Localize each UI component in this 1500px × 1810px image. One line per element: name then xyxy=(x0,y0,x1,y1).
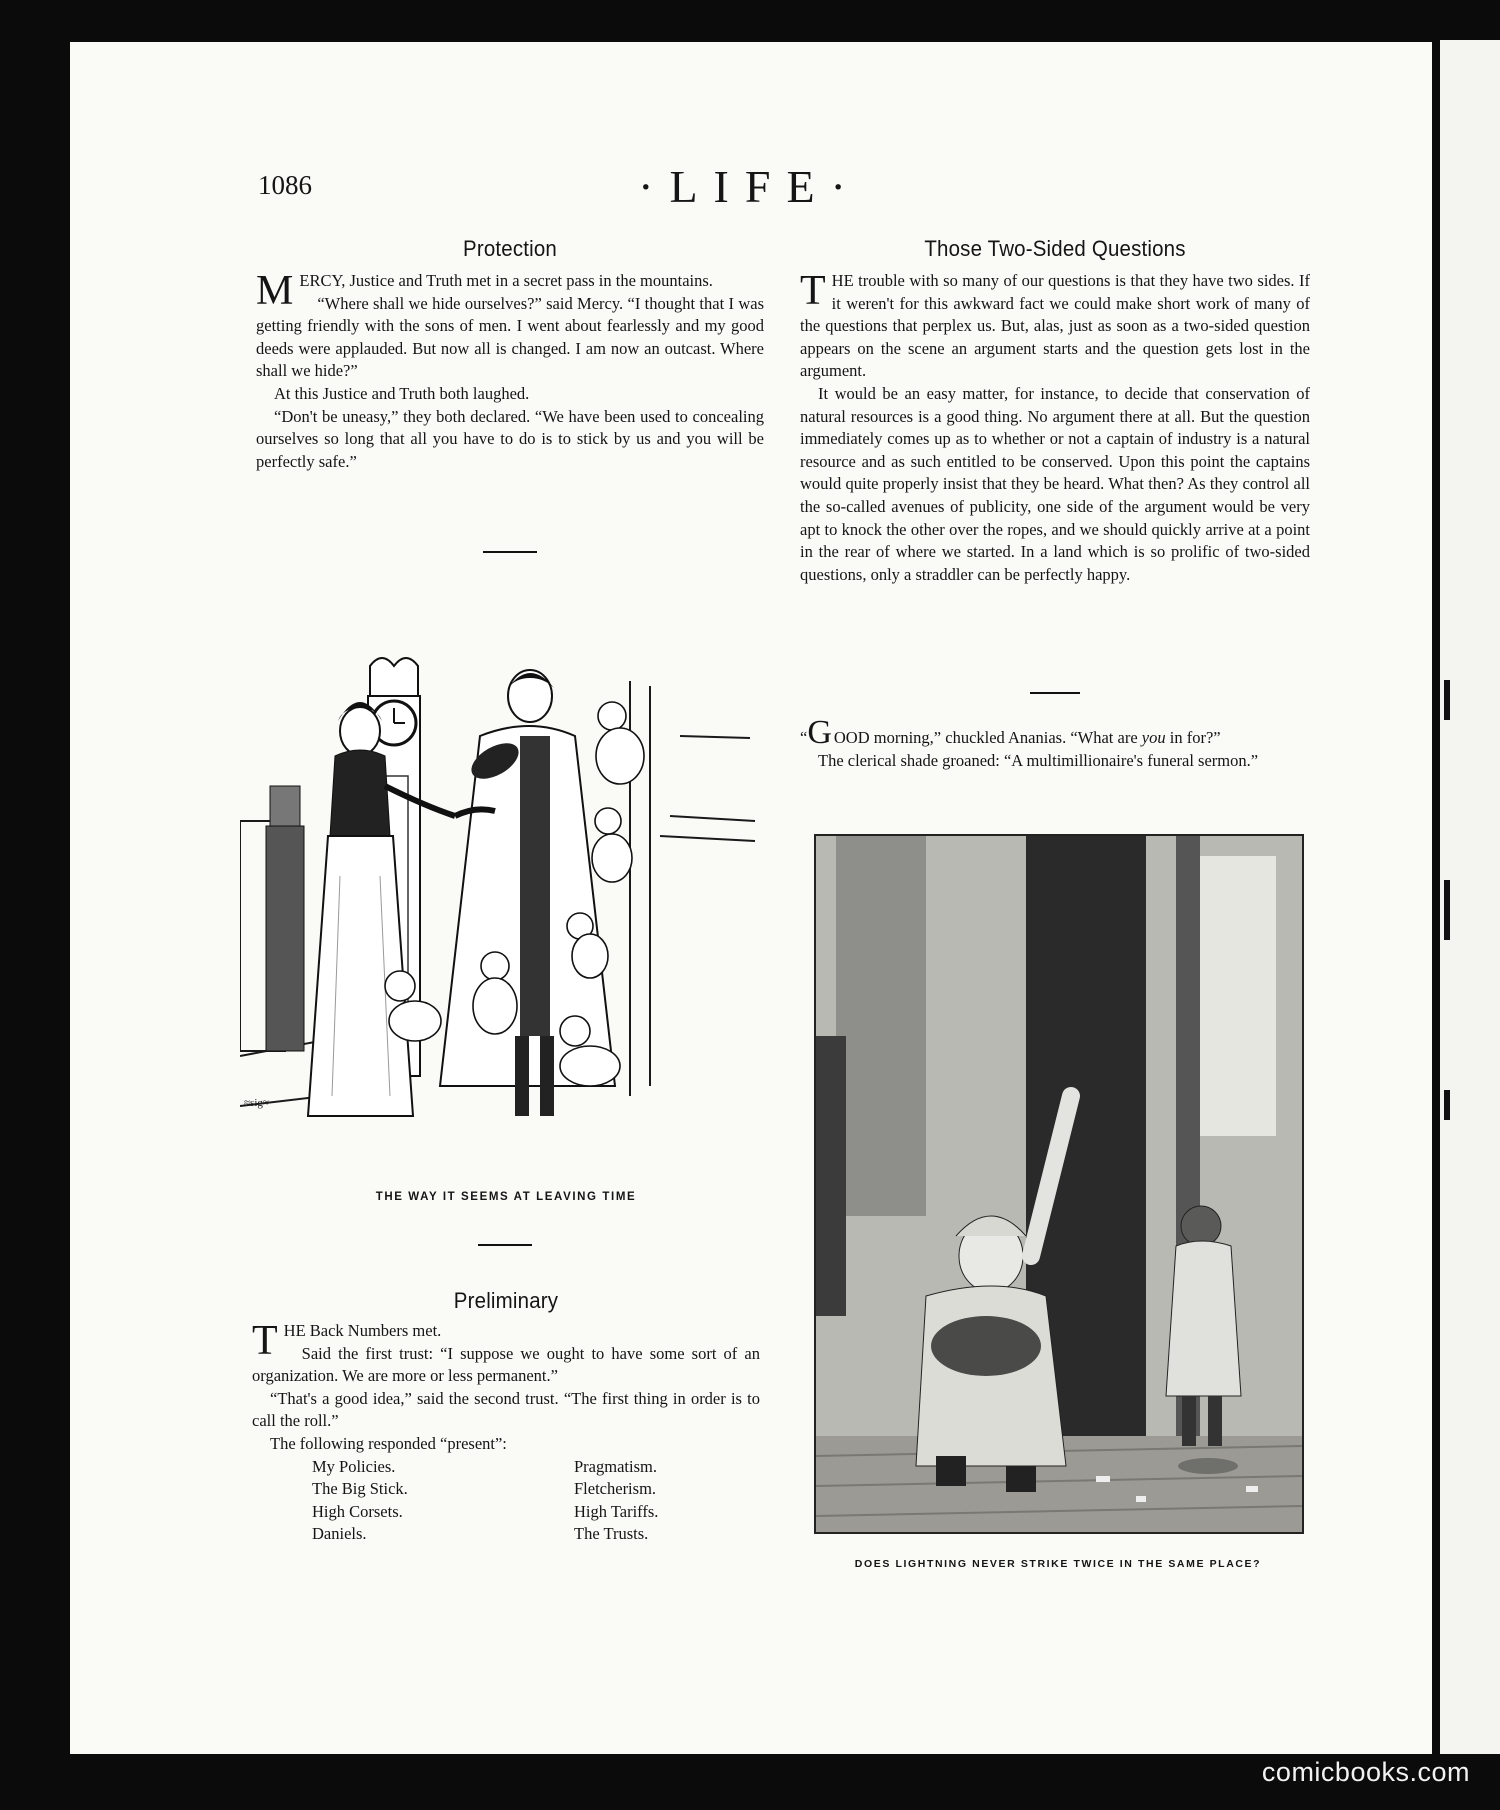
article-preliminary xyxy=(252,1288,760,1546)
article-title: Preliminary xyxy=(453,1288,559,1313)
article-body: MERCY, Justice and Truth met in a secret pass in the mountains. “Where shall we hide ourselves?” said Mercy. “I thought that I was getting friendly with the sons of men. I went about fearlessly and my good deeds were applauded. But now all is changed. I am now an outcast. Where shall we hide?” At this Justice and Truth both laughed. “Don't be uneasy,” they both declared. “We have been used to concealing ourselves so long that all you have to do is to stick by us and you will be perfectly safe.” xyxy=(256,268,764,471)
roll-call-list xyxy=(312,1456,760,1546)
section-divider xyxy=(1030,692,1080,694)
article-body: THE Back Numbers met. Said the first trust: “I suppose we ought to have some sort of an organization. We are more or less permanent.” “That's a good idea,” said the second trust. “The first thing in order is to call the roll.” The following responded “present”: xyxy=(252,1318,760,1453)
list-item: The Big Stick. xyxy=(312,1479,408,1499)
page-header xyxy=(0,160,1500,220)
section-divider xyxy=(483,551,537,553)
cartoon-caption: THE WAY IT SEEMS AT LEAVING TIME xyxy=(375,1191,637,1203)
list-item: High Corsets. xyxy=(312,1501,403,1521)
drop-cap: G xyxy=(807,714,832,751)
list-item: Pragmatism. xyxy=(574,1456,657,1476)
adjacent-page-edge xyxy=(1440,40,1500,1754)
article-body: THE trouble with so many of our questions is that they have two sides. If it weren't for this awkward fact we could make short work of many of the questions that perplex us. But, alas, just as soon as a two-sided question appears on the scene an argument starts and the question gets lost in the argument. It would be an easy matter, for instance, to decide that conservation of natural resources is a good thing. No argument there at all. But the question immediately comes up as to whether or not a captain of industry is a natural resource and as such entitled to be conserved. Upon this point the captains would quite properly insist that they be heard. What then? As they control all the so-called avenues of publicity, one side of the argument would be very apt to knock the other over the ropes, and we should quickly arrive at a point in the rear of where we started. In a land which is so prolific of two-sided questions, only a straddler can be perfectly happy. xyxy=(800,268,1310,584)
section-divider xyxy=(478,1244,532,1246)
cartoon-caption: DOES LIGHTNING NEVER STRIKE TWICE IN THE SAME PLACE? xyxy=(854,1558,1262,1570)
article-title: Those Two-Sided Questions xyxy=(924,236,1186,261)
svg-text:≈sig≈: ≈sig≈ xyxy=(244,1097,269,1109)
list-item: My Policies. xyxy=(312,1456,396,1476)
article-ananias xyxy=(800,716,1310,773)
watermark: comicbooks.com xyxy=(1261,1757,1470,1787)
list-item: Daniels. xyxy=(312,1524,367,1544)
drop-cap: T xyxy=(800,268,826,314)
article-body: “G OOD morning,” chuckled Ananias. “What are you in for?” The clerical shade groaned: “A multimillionaire's funeral sermon.” xyxy=(800,714,1259,770)
magazine-title: ·LIFE· xyxy=(638,161,862,212)
article-title: Protection xyxy=(463,236,557,261)
drop-cap: M xyxy=(256,268,294,314)
halftone-illustration xyxy=(814,834,1304,1534)
list-item: Fletcherism. xyxy=(574,1479,657,1499)
drop-cap: T xyxy=(252,1318,278,1364)
kitchen-scene-drawing xyxy=(816,836,1302,1532)
article-protection xyxy=(256,236,764,473)
list-item: High Tariffs. xyxy=(574,1501,659,1521)
cartoon-illustration xyxy=(240,626,760,1170)
article-two-sided-questions xyxy=(800,236,1310,586)
parlor-farewell-drawing xyxy=(240,626,760,1170)
list-item: The Trusts. xyxy=(574,1524,649,1544)
page-number: 1086 xyxy=(258,170,312,200)
